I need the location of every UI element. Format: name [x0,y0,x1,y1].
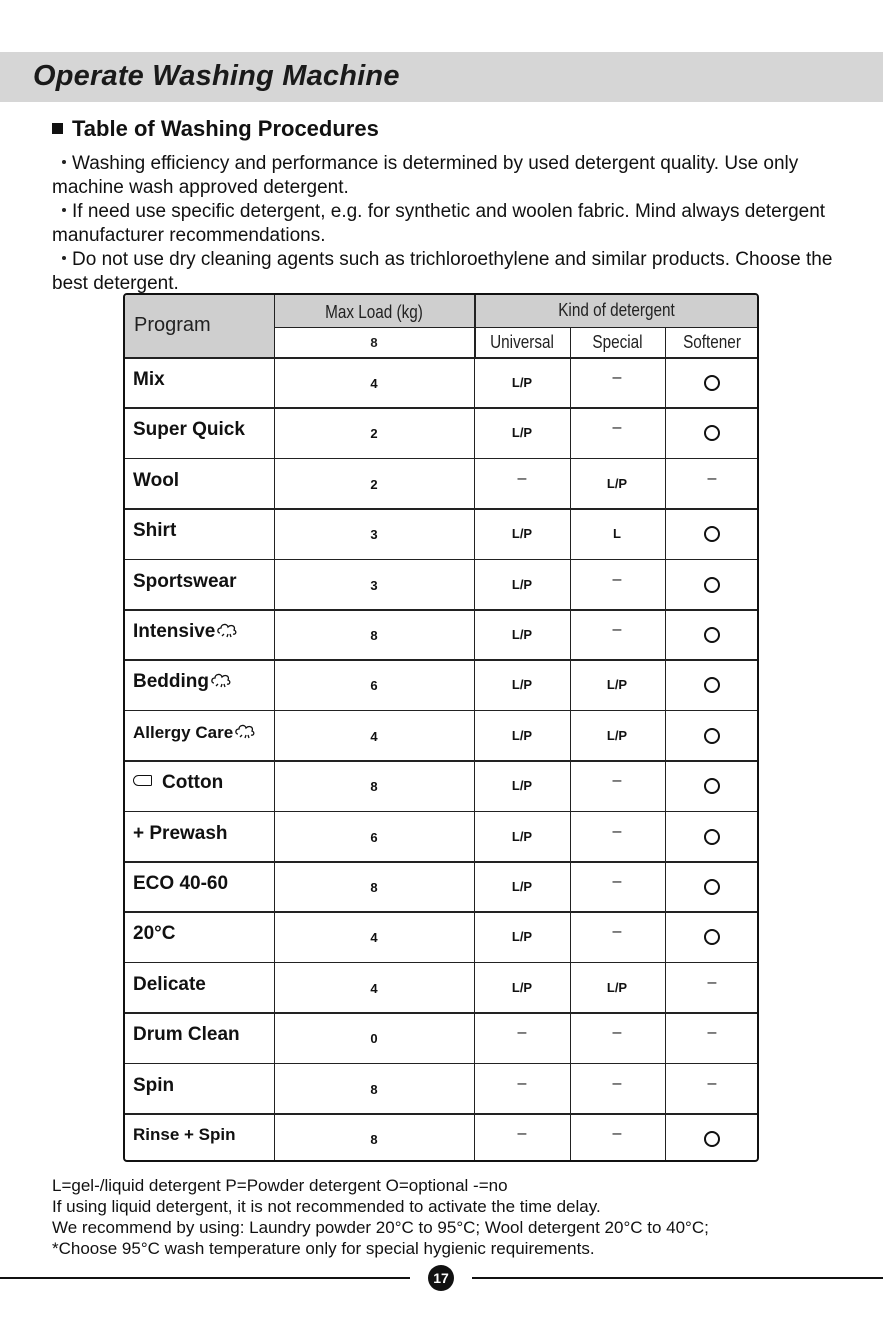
max-load-cell: 3 [370,577,378,593]
table-row-line [125,659,759,661]
special-cell: L/P [606,475,628,491]
universal-cell: L/P [511,375,533,390]
washing-procedures-table [123,293,759,1162]
universal-cell: L/P [511,526,533,542]
universal-cell: L/P [511,576,533,592]
program-name [133,419,245,441]
softener-optional-circle-icon [704,778,720,794]
table-header-vline [474,295,476,357]
softener-header-label: Softener [683,331,741,352]
max-load-cell: 6 [370,678,378,694]
program-name [133,974,206,996]
universal-cell: L/P [511,828,533,844]
bullet-square-icon [52,123,63,134]
table-header-bottom [125,357,759,359]
softener-optional-circle-icon [704,375,720,391]
program-name [133,671,232,693]
softener-cell: – [707,1074,717,1092]
program-label: Cotton [162,772,224,794]
max-load-cell: 4 [370,728,378,744]
table-row-line [125,1012,759,1014]
table-row-line [125,911,759,913]
footer-line: If using liquid detergent, it is not recommended to activate the time delay. [52,1197,601,1216]
special-header-label: Special [592,331,643,352]
universal-cell: L/P [511,627,533,642]
program-name [133,1024,240,1046]
footer-notes [52,1175,709,1259]
footer-line: We recommend by using: Laundry powder 20°C to 95°C; Wool detergent 20°C to 40°C; [52,1218,709,1237]
special-cell: – [612,772,622,790]
softener-optional-circle-icon [704,627,720,643]
program-name [133,1075,174,1097]
page-rule-left [0,1277,410,1279]
program-name [133,772,223,794]
universal-cell: – [517,1125,527,1142]
table-row-line [125,1063,759,1065]
special-cell: L/P [606,727,628,743]
softener-cell: – [707,469,717,487]
table-header-vline [274,295,275,357]
program-name [133,1125,236,1145]
section-title-text: Table of Washing Procedures [72,116,379,141]
intro-text [52,152,872,296]
bullet-dot-icon [62,256,66,260]
universal-cell: L/P [511,879,533,894]
program-label: Allergy Care [133,722,234,742]
universal-cell: L/P [511,677,533,693]
steam-cloud-icon [234,722,256,740]
special-cell: – [612,621,622,638]
universal-cell: L/P [511,979,533,995]
kind-header-label: Kind of detergent [558,299,675,320]
footer-line: *Choose 95°C wash temperature only for special hygienic requirements. [52,1239,595,1258]
universal-cell: – [517,1024,527,1042]
program-label: Bedding [133,671,209,693]
max-load-header-value: 8 [370,334,378,350]
table-row-line [125,407,759,409]
special-cell: L/P [606,677,628,693]
program-name [133,621,238,643]
intro-paragraph: Do not use dry cleaning agents such as trichloroethylene and similar products. Choose the best detergent. [52,249,833,294]
softener-optional-circle-icon [704,1131,720,1147]
program-label: Wool [133,469,180,491]
softener-optional-circle-icon [704,677,720,693]
program-label: 20°C [133,923,176,945]
program-name [133,571,236,593]
max-load-cell: 2 [370,426,378,442]
max-load-cell: 8 [370,880,378,895]
softener-cell: – [707,973,717,991]
max-load-cell: 8 [370,779,378,795]
table-row-line [125,861,759,863]
special-cell: L [613,526,621,542]
special-cell: – [612,369,622,386]
program-label: Sportswear [133,570,237,592]
table-row-line [125,559,759,561]
softener-optional-circle-icon [704,728,720,744]
max-load-cell: 8 [370,1132,378,1147]
universal-cell: L/P [511,425,533,441]
max-load-cell: 2 [370,476,378,492]
max-load-header-label: Max Load (kg) [325,301,423,322]
program-name [133,923,175,945]
program-name [133,470,179,492]
max-load-cell: 6 [370,829,378,845]
program-label: Intensive [133,621,216,642]
softener-optional-circle-icon [704,425,720,441]
max-load-cell: 4 [370,980,378,996]
steam-cloud-icon [216,621,238,639]
special-cell: – [612,1024,622,1042]
softener-optional-circle-icon [704,577,720,593]
page-rule-right [472,1277,883,1279]
special-cell: – [612,570,622,588]
max-load-cell: 8 [370,628,378,643]
softener-cell: – [707,1024,717,1042]
special-cell: – [612,822,622,840]
footer-line: L=gel-/liquid detergent P=Powder detergent O=optional -=no [52,1176,508,1195]
table-row-line [125,458,759,460]
bullet-dot-icon [62,208,66,212]
special-cell: L/P [606,979,628,995]
program-header-label: Program [134,314,211,336]
softener-optional-circle-icon [704,526,720,542]
program-header-cell [125,295,274,357]
program-name [133,873,228,895]
universal-cell: L/P [511,727,533,743]
universal-header-label: Universal [490,331,554,352]
softener-optional-circle-icon [704,879,720,895]
section-title [52,116,379,142]
program-name [133,369,165,391]
program-label: Drum Clean [133,1024,240,1046]
table-header-vline [665,327,666,357]
intro-paragraph: Washing efficiency and performance is determined by used detergent quality. Use only machine wash approved detergent. [52,153,799,198]
softener-optional-circle-icon [704,829,720,845]
table-header-vline [570,327,571,357]
special-cell: – [612,1125,622,1142]
universal-cell: L/P [511,778,533,794]
program-label: Delicate [133,973,206,995]
universal-cell: – [517,469,527,487]
program-name [133,520,176,542]
table-row-line [125,710,759,712]
program-label: Super Quick [133,419,245,441]
special-cell: – [612,1074,622,1092]
steam-cloud-icon [210,671,232,689]
table-row-line [125,962,759,964]
table-row-line [125,1113,759,1115]
page-title: Operate Washing Machine [33,60,400,92]
bullet-dot-icon [62,160,66,164]
page-number: 17 [428,1265,454,1291]
table-row-line [125,760,759,762]
max-load-cell: 4 [370,376,378,391]
table-row-line [125,609,759,611]
program-label: ECO 40-60 [133,873,229,894]
max-load-cell: 8 [370,1081,378,1097]
universal-cell: – [517,1074,527,1092]
max-load-cell: 3 [370,527,378,543]
universal-cell: L/P [511,929,533,945]
program-label: Rinse + Spin [133,1125,236,1144]
program-label: Shirt [133,520,177,542]
table-row-line [125,811,759,813]
max-load-cell: 0 [370,1031,378,1047]
program-label: Mix [133,369,165,390]
special-cell: – [612,419,622,437]
max-load-cell: 4 [370,930,378,946]
table-row-line [125,508,759,510]
intro-paragraph: If need use specific detergent, e.g. for synthetic and woolen fabric. Mind always detergent manufacturer recommendations. [52,201,826,246]
program-label: Spin [133,1074,175,1096]
program-label: + Prewash [133,822,228,844]
cotton-icon [133,775,152,786]
program-name [133,722,256,743]
table-header-divider [274,327,759,328]
program-name [133,823,228,845]
special-cell: – [612,923,622,941]
softener-optional-circle-icon [704,929,720,945]
special-cell: – [612,873,622,890]
